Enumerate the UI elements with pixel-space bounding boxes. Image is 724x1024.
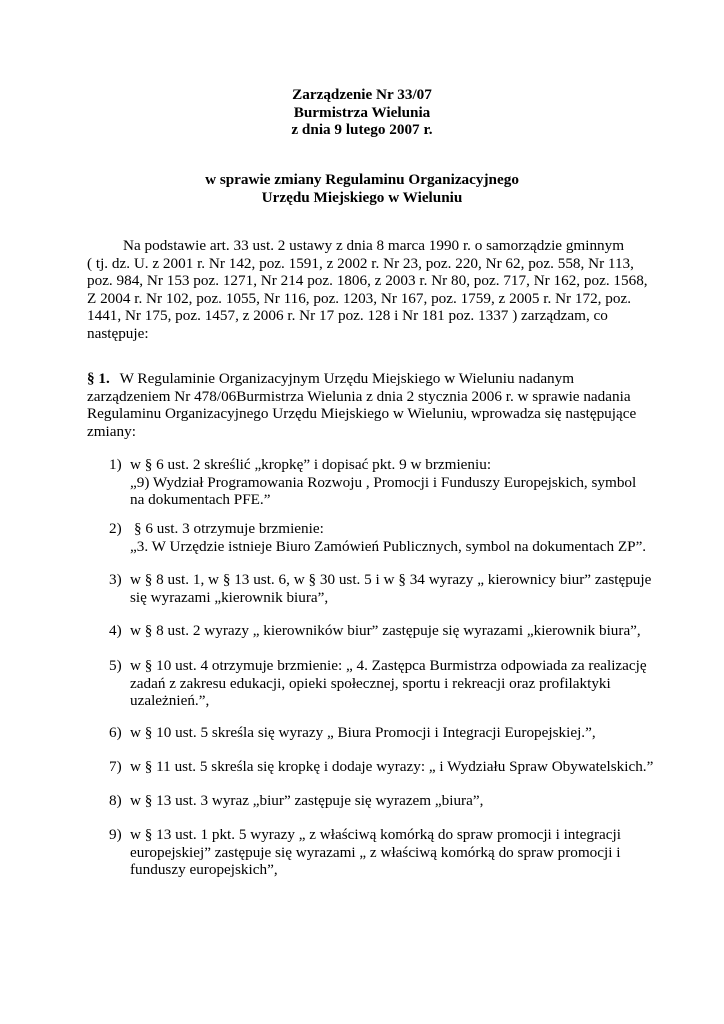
intro-line: poz. 984, Nr 153 poz. 1271, Nr 214 poz. 1806, z 2003 r. Nr 80, poz. 717, Nr 162, poz. 1568, <box>87 272 648 289</box>
section-line: zmiany: <box>87 422 136 440</box>
item-line: w § 8 ust. 2 wyrazy „ kierowników biur” zastępuje się wyrazami „kierownik biura”, <box>130 622 641 639</box>
document-title <box>0 86 724 139</box>
subject-line: w sprawie zmiany Regulaminu Organizacyjnego <box>205 171 519 188</box>
item-number: 5) <box>109 657 122 674</box>
item-line: „9) Wydział Programowania Rozwoju , Promocji i Funduszy Europejskich, symbol <box>130 473 637 491</box>
item-line: się wyrazami „kierownik biura”, <box>130 588 329 606</box>
item-line: w § 6 ust. 2 skreślić „kropkę” i dopisać pkt. 9 w brzmieniu: <box>130 456 492 473</box>
intro-paragraph <box>87 237 647 342</box>
section-line: Regulaminu Organizacyjnego Urzędu Miejskiego w Wieluniu, wprowadza się następujące <box>87 405 637 422</box>
section-line: zarządzeniem Nr 478/06Burmistrza Wielunia z dnia 2 stycznia 2006 r. w sprawie nadania <box>87 387 631 405</box>
document-subject <box>0 171 724 206</box>
item-line: w § 10 ust. 4 otrzymuje brzmienie: „ 4. Zastępca Burmistrza odpowiada za realizację <box>130 657 647 674</box>
item-line: w § 8 ust. 1, w § 13 ust. 6, w § 30 ust. 5 i w § 34 wyrazy „ kierownicy biur” zastępuje <box>130 571 652 588</box>
item-line: w § 10 ust. 5 skreśla się wyrazy „ Biura Promocji i Integracji Europejskiej.”, <box>130 724 596 741</box>
item-number: 2) <box>109 520 122 537</box>
item-number: 3) <box>109 571 122 588</box>
intro-line: ( tj. dz. U. z 2001 r. Nr 142, poz. 1591, z 2002 r. Nr 23, poz. 220, Nr 62, poz. 558, Nr 113, <box>87 254 634 272</box>
item-number: 9) <box>109 826 122 843</box>
title-line: Zarządzenie Nr 33/07 <box>292 86 432 103</box>
item-number: 7) <box>109 758 122 775</box>
section-text: W Regulaminie Organizacyjnym Urzędu Miejskiego w Wieluniu nadanym <box>119 370 575 387</box>
section-1 <box>87 370 647 440</box>
item-line: uzależnień.”, <box>130 692 210 709</box>
item-line: na dokumentach PFE.” <box>130 491 271 508</box>
subject-line: Urzędu Miejskiego w Wieluniu <box>261 188 463 206</box>
item-number: 1) <box>109 456 122 473</box>
item-line: w § 13 ust. 3 wyraz „biur” zastępuje się wyrazem „biura”, <box>130 792 484 809</box>
section-1-first-line <box>87 370 647 388</box>
item-line: w § 13 ust. 1 pkt. 5 wyrazy „ z właściwą komórką do spraw promocji i integracji <box>130 826 621 843</box>
intro-line: 1441, Nr 175, poz. 1457, z 2006 r. Nr 17 poz. 128 i Nr 181 poz. 1337 ) zarządzam, co <box>87 307 608 324</box>
item-number: 4) <box>109 622 122 639</box>
intro-line: Na podstawie art. 33 ust. 2 ustawy z dnia 8 marca 1990 r. o samorządzie gminnym <box>123 237 625 254</box>
item-line: funduszy europejskich”, <box>130 861 278 878</box>
item-line: „3. W Urzędzie istnieje Biuro Zamówień Publicznych, symbol na dokumentach ZP”. <box>130 537 647 555</box>
item-line: w § 11 ust. 5 skreśla się kropkę i dodaje wyrazy: „ i Wydziału Spraw Obywatelskich.” <box>130 758 654 775</box>
section-label: § 1. <box>87 370 110 387</box>
item-line: zadań z zakresu edukacji, opieki społecznej, sportu i rekreacji oraz profilaktyki <box>130 674 611 692</box>
item-number: 6) <box>109 724 122 741</box>
item-line: europejskiej” zastępuje się wyrazami „ z właściwą komórką do spraw promocji i <box>130 843 621 861</box>
intro-line: następuje: <box>87 324 149 342</box>
issuer-line: Burmistrza Wielunia <box>293 103 431 121</box>
date-line: z dnia 9 lutego 2007 r. <box>291 121 433 138</box>
item-line: § 6 ust. 3 otrzymuje brzmienie: <box>134 520 324 537</box>
item-number: 8) <box>109 792 122 809</box>
intro-line: Z 2004 r. Nr 102, poz. 1055, Nr 116, poz. 1203, Nr 167, poz. 1759, z 2005 r. Nr 172, poz. <box>87 289 632 307</box>
